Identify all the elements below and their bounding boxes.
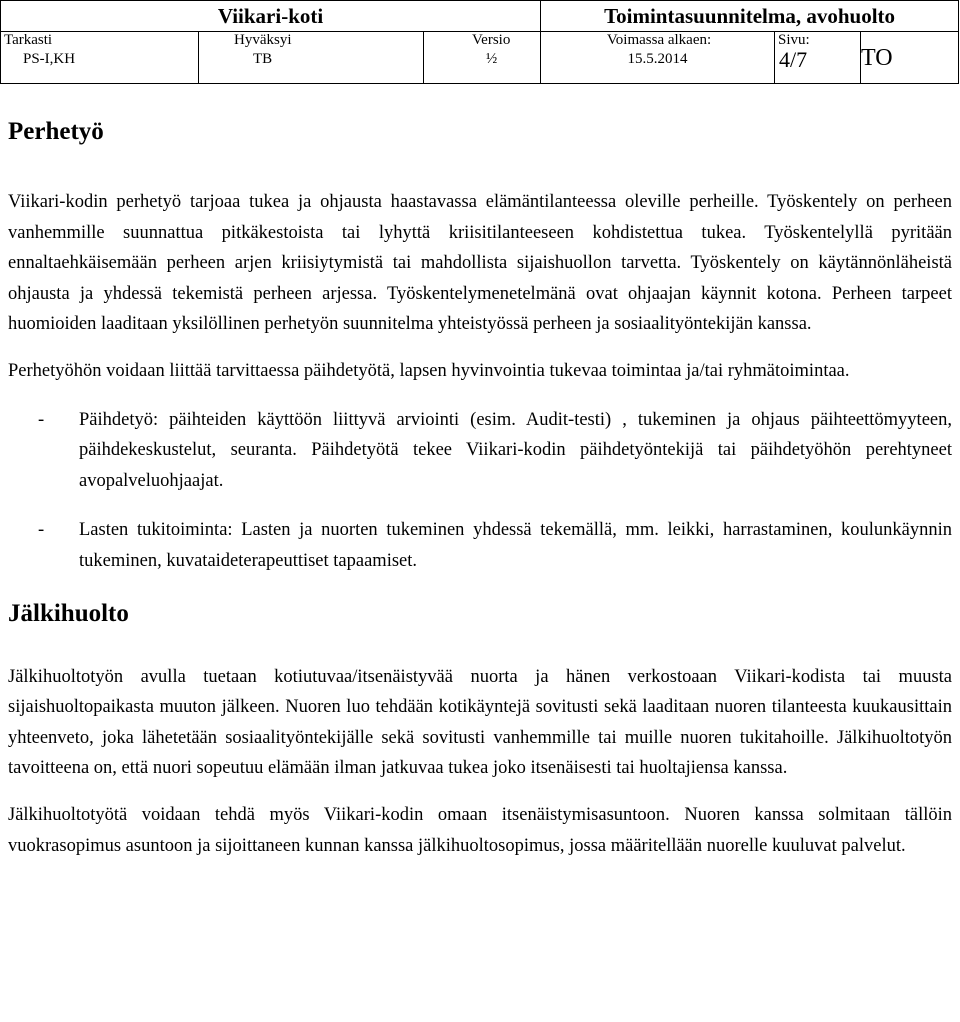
valid-from-label: Voimassa alkaen:: [606, 32, 712, 48]
version-value: ½: [486, 51, 498, 67]
version-cell: [424, 32, 541, 84]
jalkihuolto-paragraph-1: Jälkihuoltotyön avulla tuetaan kotiutuvaa/itsenäistyvää nuorta ja hänen verkostoaan Viikari-kodista tai muusta sijaishuoltopaikasta muuton jälkeen. Nuoren luo tehdään kotikäyntejä sovitusti sekä laaditaan nuoren tilanteesta kuukausittain yhteenveto, joka lähetetään sosiaalityöntekijälle sekä sovitusti vanhemmille tai muille nuoren tukitahoille. Jälkihuoltotyön tavoitteena on, että nuori sopeutuu elämään ilman jatkuvaa tukea joko itsenäisesti tai huoltajiensa kanssa.: [8, 666, 952, 779]
list-dash: -: [38, 520, 45, 541]
page-label: Sivu:: [778, 32, 810, 48]
section-jalkihuolto: [8, 594, 952, 862]
section-heading-perhetyo: Perhetyö: [8, 118, 104, 145]
valid-from-value: 15.5.2014: [627, 51, 688, 67]
approved-cell: [199, 32, 424, 84]
section-perhetyo: [8, 112, 952, 577]
checked-cell: [1, 32, 199, 84]
list-item-text: Lasten tukitoiminta: Lasten ja nuorten tukeminen yhdessä tekemällä, mm. leikki, harrastaminen, koulunkäynnin tukeminen, kuvataideterapeuttiset tapaamiset.: [79, 520, 952, 571]
document-body: [8, 112, 952, 861]
version-label: Versio: [472, 32, 511, 48]
page-cell: [775, 32, 861, 84]
list-item-text: Päihdetyö: päihteiden käyttöön liittyvä arviointi (esim. Audit-testi) , tukeminen ja ohjaus päihteettömyyteen, päihdekeskustelut, seuranta. Päihdetyötä tekee Viikari-kodin päihdetyöntekijä tai päihdetyöhön perehtyneet avopalveluohjaajat.: [79, 409, 952, 491]
doc-title: Toimintasuunnitelma, avohuolto: [541, 1, 959, 32]
checked-value: PS-I,KH: [23, 51, 76, 67]
list-item: [8, 515, 952, 576]
valid-from-cell: [541, 32, 775, 84]
page-number: 4/7: [779, 47, 808, 72]
jalkihuolto-paragraph-2: Jälkihuoltotyötä voidaan tehdä myös Viikari-kodin omaan itsenäistymisasuntoon. Nuoren kanssa solmitaan tällöin vuokrasopimus asuntoon ja sijoittaneen kunnan kanssa jälkihuoltosopimus, jossa määritellään nuorelle kuuluvat palvelut.: [8, 804, 952, 856]
document-header: [0, 0, 959, 84]
perhetyo-paragraph-1: Viikari-kodin perhetyö tarjoaa tukea ja ohjausta haastavassa elämäntilanteessa oleville perheille. Työskentely on perheen vanhemmille suunnattua pitkäkestoista tai lyhyttä kriisitilanteeseen kohdistettua tukea. Työskentelyllä pyritään ennaltaehkäisemään perheen arjen kriisiytymistä tai mahdollista sijaishuollon tarvetta. Työskentely on käytännönläheistä ohjausta ja yhdessä tekemistä perheen arjessa. Työskentelymenetelmänä ovat ohjaajan käynnit kotona. Perheen tarpeet huomioiden laaditaan yksilöllinen perhetyön suunnitelma yhteistyössä perheen ja sosiaalityöntekijän kanssa.: [8, 192, 952, 335]
doc-code: TO: [861, 32, 959, 84]
approved-label: Hyväksyi: [234, 32, 292, 48]
list-item: [8, 405, 952, 497]
list-dash: -: [38, 409, 45, 430]
perhetyo-paragraph-2: Perhetyöhön voidaan liittää tarvittaessa päihdetyötä, lapsen hyvinvointia tukevaa toimintaa ja/tai ryhmätoimintaa.: [8, 360, 850, 381]
checked-label: Tarkasti: [4, 32, 53, 48]
approved-value: TB: [253, 51, 273, 67]
section-heading-jalkihuolto: Jälkihuolto: [8, 599, 129, 627]
perhetyo-list: [8, 405, 952, 577]
org-title: Viikari-koti: [1, 1, 541, 32]
